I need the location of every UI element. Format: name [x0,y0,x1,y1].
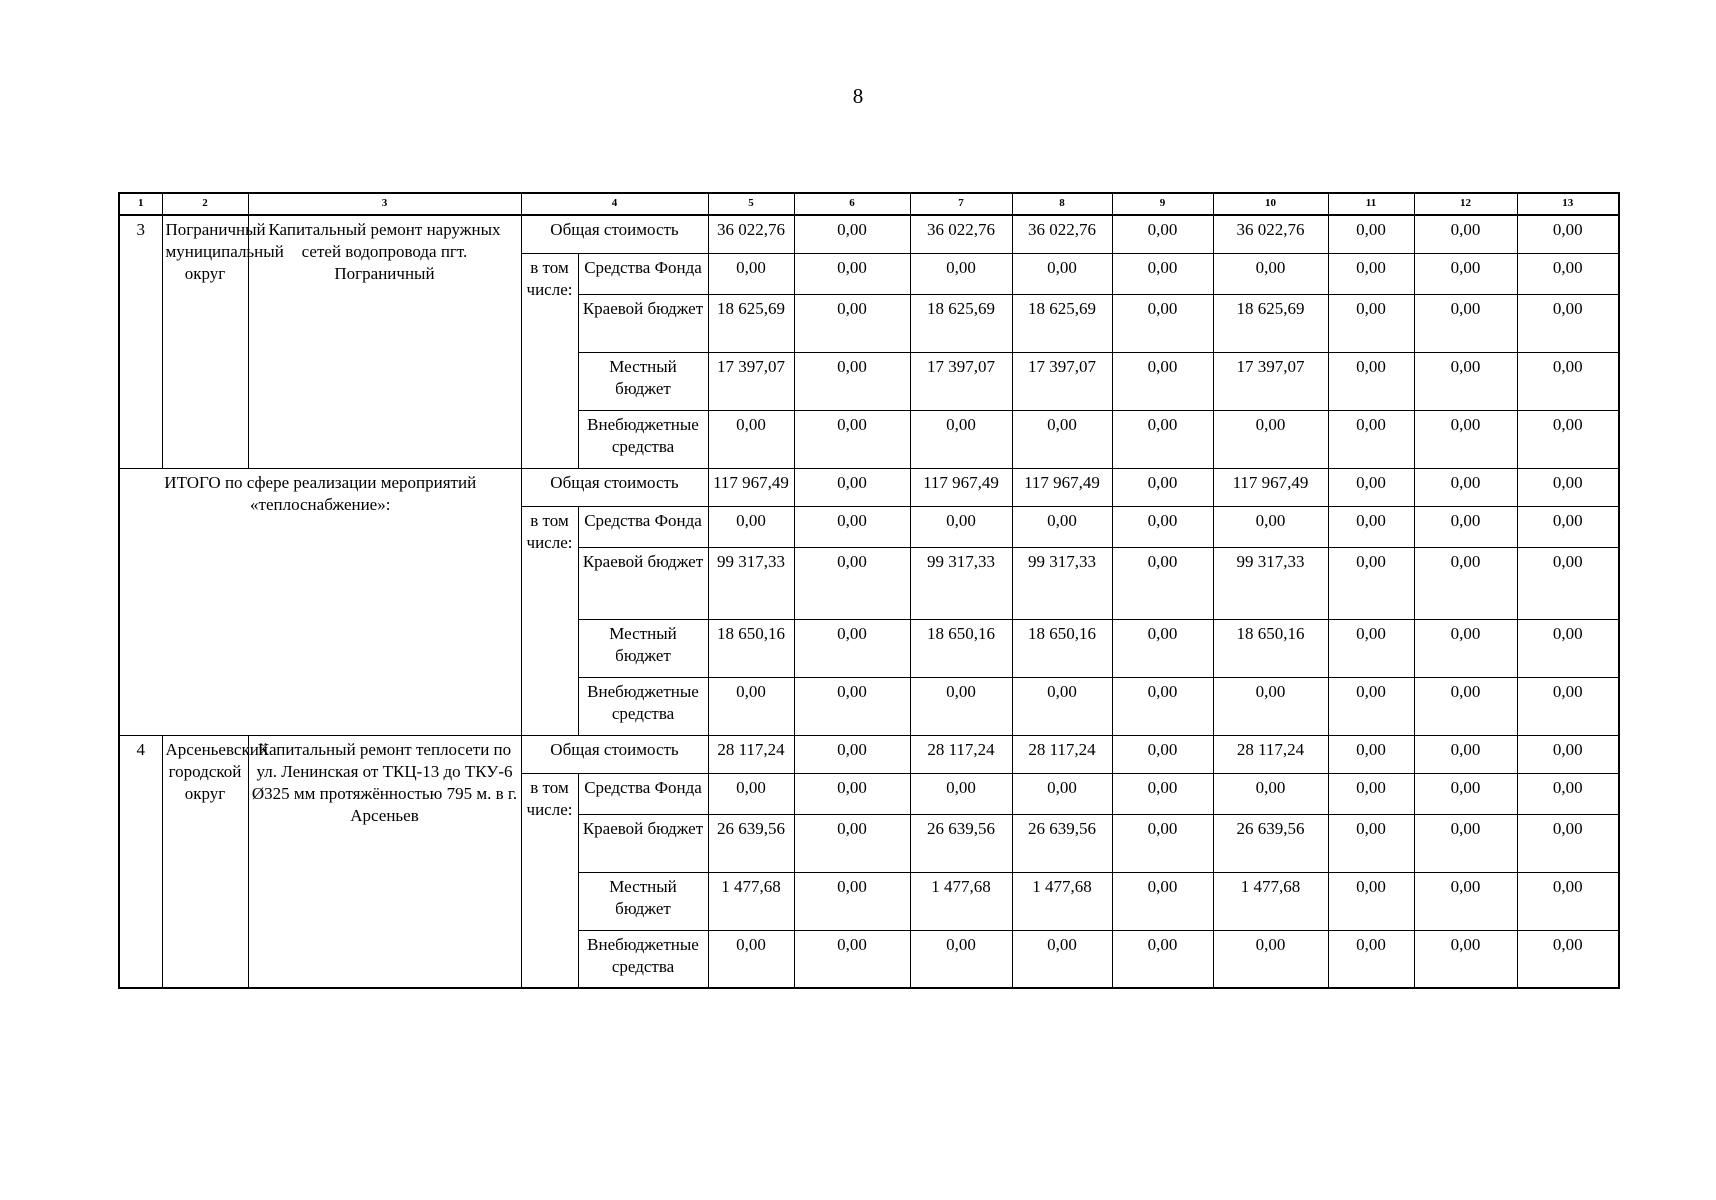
section3-col-9: 0,00 [1112,410,1213,468]
total-section-col-12: 0,00 [1414,677,1517,735]
total-section-col-7: 117 967,49 [910,468,1012,506]
total-section-col-7: 18 650,16 [910,619,1012,677]
section3-col-7: 36 022,76 [910,215,1012,253]
section3-col-12: 0,00 [1414,352,1517,410]
section3-col-9: 0,00 [1112,253,1213,294]
section4-total-cost-label: Общая стоимость [521,735,708,773]
column-header-8: 8 [1012,193,1112,215]
section4-col-9: 0,00 [1112,930,1213,988]
section4-col-13: 0,00 [1517,814,1619,872]
total-section-col-7: 0,00 [910,506,1012,547]
section3-extra-budget-label: Внебюджетные средства [578,410,708,468]
column-header-4: 4 [521,193,708,215]
total-section-row [119,468,1619,506]
section4-col-10: 28 117,24 [1213,735,1328,773]
column-header-13: 13 [1517,193,1619,215]
column-header-7: 7 [910,193,1012,215]
total-section-col-9: 0,00 [1112,619,1213,677]
column-header-6: 6 [794,193,910,215]
total-section-col-5: 99 317,33 [708,547,794,619]
section4-col-6: 0,00 [794,930,910,988]
section3-col-13: 0,00 [1517,352,1619,410]
total-section-col-6: 0,00 [794,506,910,547]
total-section-col-12: 0,00 [1414,468,1517,506]
total-section-including-label: в том числе: [521,506,578,735]
column-header-10: 10 [1213,193,1328,215]
section4-col-8: 0,00 [1012,773,1112,814]
section3-col-11: 0,00 [1328,253,1414,294]
section3-col-8: 36 022,76 [1012,215,1112,253]
section4-col-9: 0,00 [1112,773,1213,814]
total-section-col-5: 0,00 [708,677,794,735]
section3-col-13: 0,00 [1517,410,1619,468]
total-section-col-7: 0,00 [910,677,1012,735]
section4-col-7: 1 477,68 [910,872,1012,930]
section3-col-8: 18 625,69 [1012,294,1112,352]
total-section-col-9: 0,00 [1112,468,1213,506]
total-section-fund-label: Средства Фонда [578,506,708,547]
section3-municipality: Пограничный муниципальный округ [162,215,248,468]
program-table [118,192,1620,989]
section3-col-9: 0,00 [1112,294,1213,352]
section4-col-5: 28 117,24 [708,735,794,773]
section3-col-10: 18 625,69 [1213,294,1328,352]
section4-col-12: 0,00 [1414,773,1517,814]
total-section-col-11: 0,00 [1328,468,1414,506]
total-section-col-12: 0,00 [1414,547,1517,619]
section4-col-6: 0,00 [794,814,910,872]
section3-local-budget-label: Местный бюджет [578,352,708,410]
section4-col-5: 0,00 [708,930,794,988]
section3-number: 3 [119,215,162,468]
total-section-col-5: 117 967,49 [708,468,794,506]
section3-col-12: 0,00 [1414,253,1517,294]
section4-col-5: 0,00 [708,773,794,814]
total-section-col-11: 0,00 [1328,547,1414,619]
total-section-extra-budget-label: Внебюджетные средства [578,677,708,735]
column-header-5: 5 [708,193,794,215]
section4-col-11: 0,00 [1328,872,1414,930]
section3-col-8: 17 397,07 [1012,352,1112,410]
section4-col-11: 0,00 [1328,814,1414,872]
section3-col-8: 0,00 [1012,410,1112,468]
section3-col-13: 0,00 [1517,253,1619,294]
section4-col-10: 26 639,56 [1213,814,1328,872]
column-header-12: 12 [1414,193,1517,215]
total-section-col-10: 18 650,16 [1213,619,1328,677]
total-section-local-budget-label: Местный бюджет [578,619,708,677]
section4-col-12: 0,00 [1414,814,1517,872]
total-section-col-8: 117 967,49 [1012,468,1112,506]
section4-col-8: 26 639,56 [1012,814,1112,872]
section4-col-13: 0,00 [1517,735,1619,773]
section3-col-7: 17 397,07 [910,352,1012,410]
section3-including-label: в том числе: [521,253,578,468]
section4-col-10: 0,00 [1213,773,1328,814]
section3-col-5: 18 625,69 [708,294,794,352]
section4-col-7: 0,00 [910,930,1012,988]
section3-col-6: 0,00 [794,294,910,352]
section4-fund-label: Средства Фонда [578,773,708,814]
section4-including-label: в том числе: [521,773,578,988]
section4-col-13: 0,00 [1517,872,1619,930]
section4-col-6: 0,00 [794,773,910,814]
total-section-col-13: 0,00 [1517,506,1619,547]
section4-object: Капитальный ремонт теплосети по ул. Ленинская от ТКЦ-13 до ТКУ-6 Ø325 мм протяжённостью 795 м. в г. Арсеньев [248,735,521,988]
total-section-col-11: 0,00 [1328,677,1414,735]
section4-col-12: 0,00 [1414,930,1517,988]
section3-col-5: 0,00 [708,410,794,468]
section4-col-8: 0,00 [1012,930,1112,988]
section4-col-10: 0,00 [1213,930,1328,988]
total-section-col-10: 99 317,33 [1213,547,1328,619]
section4-col-9: 0,00 [1112,735,1213,773]
section4-col-13: 0,00 [1517,930,1619,988]
total-section-regional-budget-label: Краевой бюджет [578,547,708,619]
section4-col-9: 0,00 [1112,872,1213,930]
column-header-2: 2 [162,193,248,215]
section4-col-6: 0,00 [794,872,910,930]
section3-col-10: 17 397,07 [1213,352,1328,410]
total-section-col-13: 0,00 [1517,468,1619,506]
section3-row [119,215,1619,253]
section3-col-9: 0,00 [1112,215,1213,253]
total-section-col-5: 0,00 [708,506,794,547]
section3-total-cost-label: Общая стоимость [521,215,708,253]
total-section-col-13: 0,00 [1517,619,1619,677]
section3-col-11: 0,00 [1328,352,1414,410]
section3-col-5: 17 397,07 [708,352,794,410]
total-section-col-8: 0,00 [1012,677,1112,735]
section3-col-12: 0,00 [1414,215,1517,253]
section3-col-11: 0,00 [1328,410,1414,468]
section4-local-budget-label: Местный бюджет [578,872,708,930]
section3-col-13: 0,00 [1517,215,1619,253]
section3-object: Капитальный ремонт наружных сетей водопровода пгт. Пограничный [248,215,521,468]
total-section-col-6: 0,00 [794,677,910,735]
section3-col-5: 36 022,76 [708,215,794,253]
section4-extra-budget-label: Внебюджетные средства [578,930,708,988]
total-section-col-5: 18 650,16 [708,619,794,677]
section3-col-8: 0,00 [1012,253,1112,294]
section4-col-8: 28 117,24 [1012,735,1112,773]
section4-row [119,735,1619,773]
section3-col-11: 0,00 [1328,215,1414,253]
section3-col-12: 0,00 [1414,294,1517,352]
total-section-col-13: 0,00 [1517,677,1619,735]
section3-col-10: 36 022,76 [1213,215,1328,253]
total-section-col-10: 0,00 [1213,677,1328,735]
section4-col-7: 0,00 [910,773,1012,814]
section4-col-7: 28 117,24 [910,735,1012,773]
section4-col-13: 0,00 [1517,773,1619,814]
section3-col-10: 0,00 [1213,253,1328,294]
column-header-9: 9 [1112,193,1213,215]
section3-fund-label: Средства Фонда [578,253,708,294]
total-section-col-12: 0,00 [1414,619,1517,677]
section3-col-6: 0,00 [794,410,910,468]
total-section-col-10: 117 967,49 [1213,468,1328,506]
section4-col-5: 26 639,56 [708,814,794,872]
total-section-col-13: 0,00 [1517,547,1619,619]
section3-col-7: 0,00 [910,253,1012,294]
total-section-col-6: 0,00 [794,619,910,677]
section3-col-12: 0,00 [1414,410,1517,468]
total-section-col-6: 0,00 [794,547,910,619]
total-section-col-10: 0,00 [1213,506,1328,547]
total-section-col-7: 99 317,33 [910,547,1012,619]
section3-col-7: 18 625,69 [910,294,1012,352]
section4-col-10: 1 477,68 [1213,872,1328,930]
total-section-col-8: 99 317,33 [1012,547,1112,619]
total-label: ИТОГО по сфере реализации мероприятий «теплоснабжение»: [119,468,521,735]
section4-col-11: 0,00 [1328,735,1414,773]
total-section-total-cost-label: Общая стоимость [521,468,708,506]
section3-col-6: 0,00 [794,253,910,294]
section3-col-6: 0,00 [794,215,910,253]
section3-col-6: 0,00 [794,352,910,410]
section3-regional-budget-label: Краевой бюджет [578,294,708,352]
section4-col-12: 0,00 [1414,735,1517,773]
section3-col-13: 0,00 [1517,294,1619,352]
total-section-col-8: 0,00 [1012,506,1112,547]
section4-col-11: 0,00 [1328,773,1414,814]
total-section-col-11: 0,00 [1328,506,1414,547]
section3-col-9: 0,00 [1112,352,1213,410]
section4-col-9: 0,00 [1112,814,1213,872]
total-section-col-6: 0,00 [794,468,910,506]
column-header-11: 11 [1328,193,1414,215]
section4-col-7: 26 639,56 [910,814,1012,872]
column-header-1: 1 [119,193,162,215]
section4-municipality: Арсеньевский городской округ [162,735,248,988]
total-section-col-9: 0,00 [1112,547,1213,619]
section4-col-8: 1 477,68 [1012,872,1112,930]
section3-col-10: 0,00 [1213,410,1328,468]
section4-col-11: 0,00 [1328,930,1414,988]
section3-col-11: 0,00 [1328,294,1414,352]
total-section-col-12: 0,00 [1414,506,1517,547]
section4-regional-budget-label: Краевой бюджет [578,814,708,872]
section3-col-7: 0,00 [910,410,1012,468]
header-row [119,193,1619,215]
total-section-col-11: 0,00 [1328,619,1414,677]
section3-col-5: 0,00 [708,253,794,294]
column-header-3: 3 [248,193,521,215]
total-section-col-9: 0,00 [1112,677,1213,735]
page-number: 8 [852,84,864,108]
section4-number: 4 [119,735,162,988]
section4-col-12: 0,00 [1414,872,1517,930]
total-section-col-8: 18 650,16 [1012,619,1112,677]
section4-col-6: 0,00 [794,735,910,773]
section4-col-5: 1 477,68 [708,872,794,930]
total-section-col-9: 0,00 [1112,506,1213,547]
